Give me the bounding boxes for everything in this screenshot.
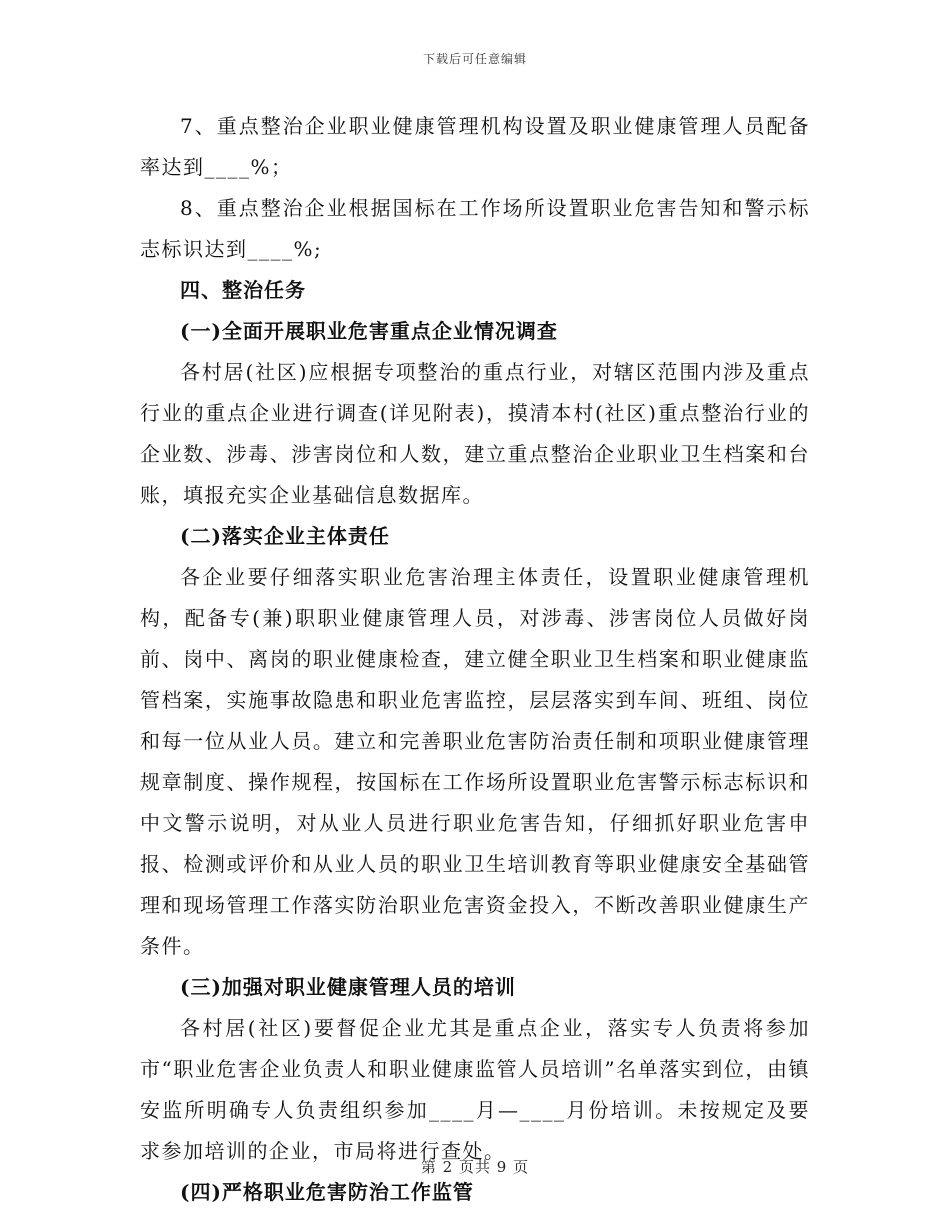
- subsection-4-heading: (四)严格职业危害防治工作监管: [180, 1180, 474, 1204]
- subsection-2-text: 各企业要仔细落实职业危害治理主体责任，设置职业健康管理机构，配备专(兼)职职业健康管理人员，对涉毒、涉害岗位人员做好岗前、岗中、离岗的职业健康检查，建立健全职业卫生档案和职业健康监管档案，实施事故隐患和职业危害监控，层层落实到车间、班组、岗位和每一位从业人员。建立和完善职业危害防治责任制和项职业健康管理规章制度、操作规程，按国标在工作场所设置职业危害警示标志标识和中文警示说明，对从业人员进行职业危害告知，仔细抓好职业危害申报、检测或评价和从业人员的职业卫生培训教育等职业健康安全基础管理和现场管理工作落实防治职业危害资金投入，不断改善职业健康生产条件。: [140, 565, 810, 958]
- subsection-2-heading: (二)落实企业主体责任: [180, 524, 390, 548]
- subsection-3-heading: (三)加强对职业健康管理人员的培训: [180, 975, 516, 999]
- subsection-1-heading: (一)全面开展职业危害重点企业情况调查: [180, 319, 558, 343]
- subsection-1-text: 各村居(社区)应根据专项整治的重点行业，对辖区范围内涉及重点行业的重点企业进行调查(详见附表)，摸清本村(社区)重点整治行业的企业数、涉毒、涉害岗位和人数，建立重点整治企业职业卫生档案和台账，填报充实企业基础信息数据库。: [140, 360, 810, 507]
- item-7: 7、重点整治企业职业健康管理机构设置及职业健康管理人员配备率达到____%；: [140, 114, 810, 179]
- item-8: 8、重点整治企业根据国标在工作场所设置职业危害告知和警示标志标识达到____%;: [140, 196, 810, 261]
- document-body: [140, 106, 810, 1213]
- subsection-3-text: 各村居(社区)要督促企业尤其是重点企业，落实专人负责将参加市“职业危害企业负责人和职业健康监管人员培训”名单落实到位，由镇安监所明确专人负责组织参加____月—____月份培训。未按规定及要求参加培训的企业，市局将进行查处。: [140, 1016, 810, 1163]
- section-4-heading: 四、整治任务: [180, 278, 306, 302]
- page-header: 下载后可任意编辑: [422, 52, 527, 66]
- page-footer: 第 2 页共 9 页: [420, 1158, 530, 1176]
